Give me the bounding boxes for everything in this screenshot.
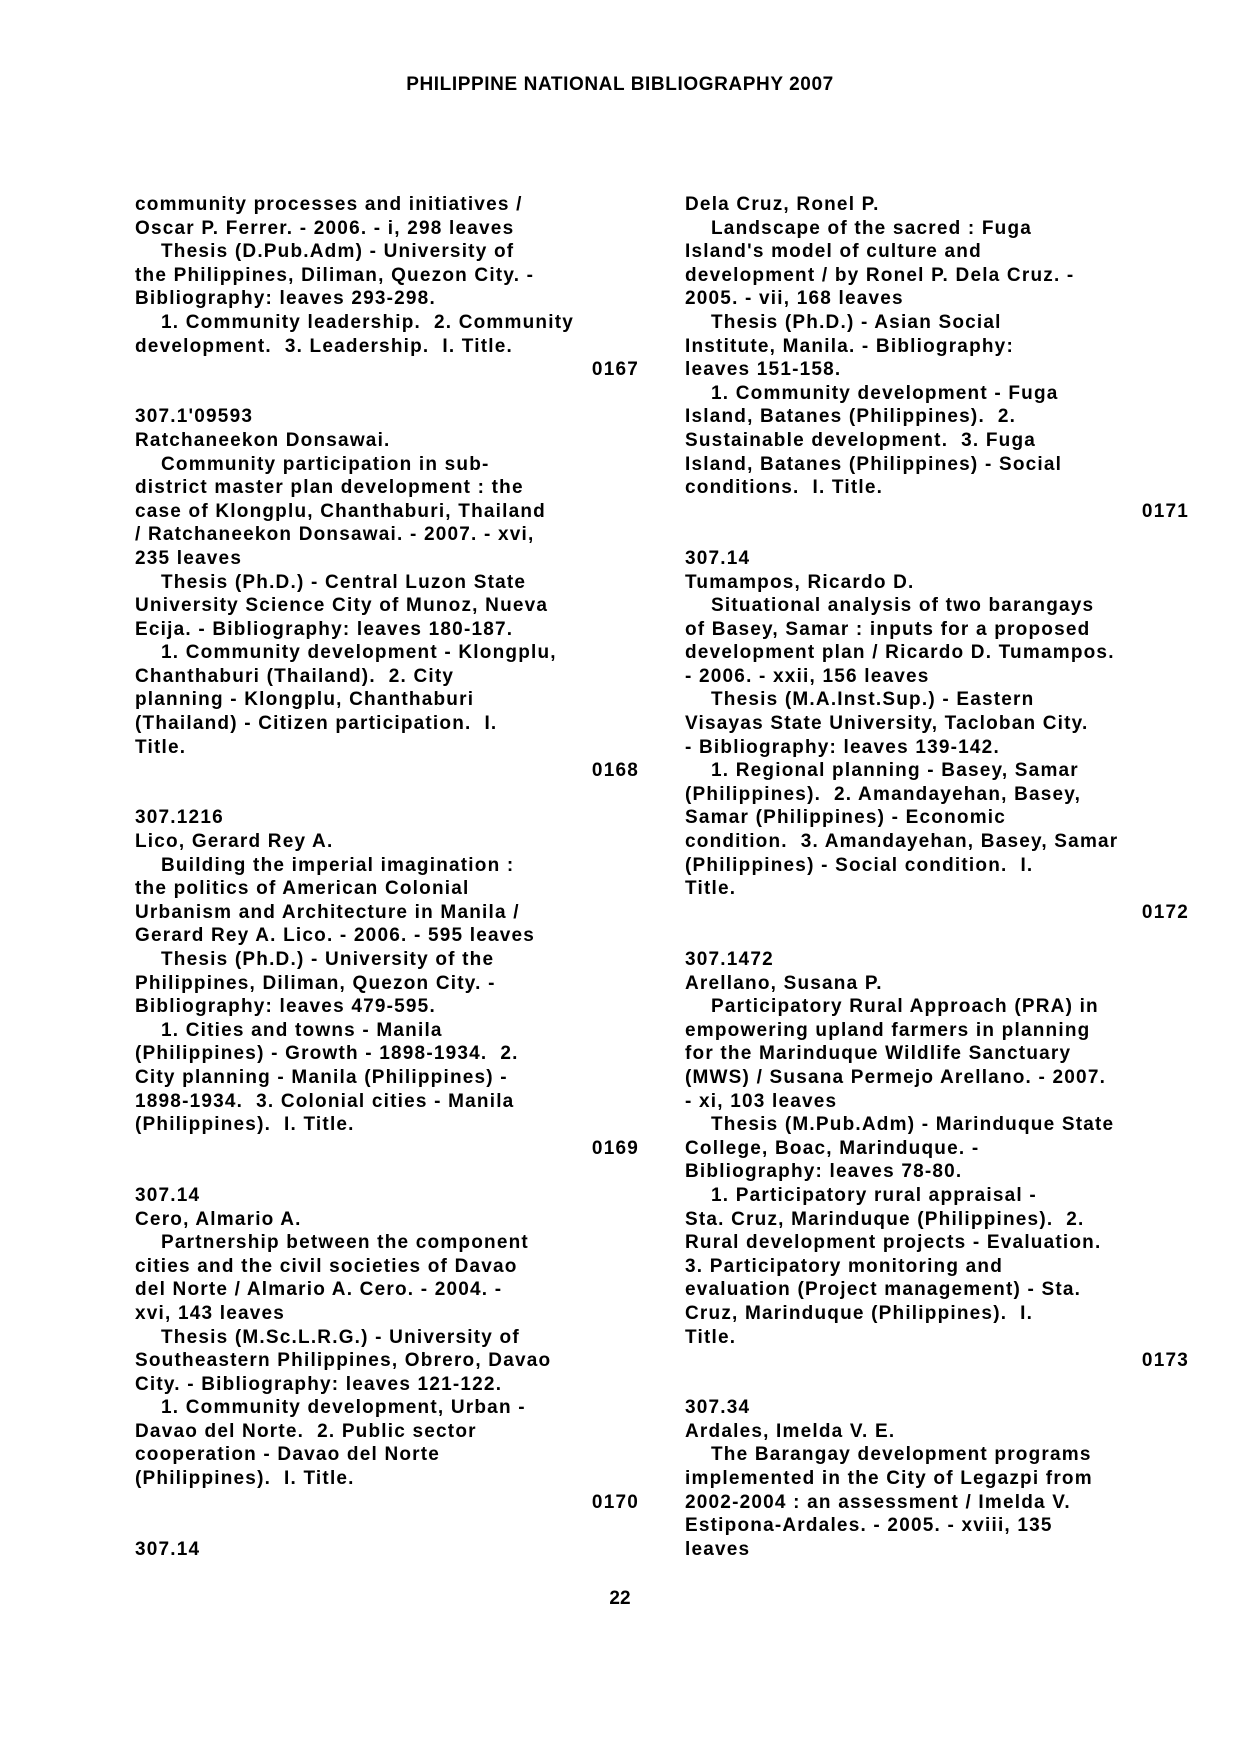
entry-line: Cruz, Marinduque (Philippines). I. [685,1302,1034,1324]
left-column [135,193,639,1561]
entry-line: Arellano, Susana P. [685,972,883,994]
entry-line: Rural development projects - Evaluation. [685,1232,1102,1254]
right-column [685,193,1189,1561]
entry-line: Thesis (Ph.D.) - Central Luzon State [161,571,527,593]
entry-line: (Philippines). 2. Amandayehan, Basey, [685,783,1082,805]
entry-line: evaluation (Project management) - Sta. [685,1279,1082,1301]
entry-line: 2002-2004 : an assessment / Imelda V. [685,1491,1071,1513]
entry-line: (Philippines) - Social condition. I. [685,854,1034,876]
entry-line: condition. 3. Amandayehan, Basey, Samar [685,831,1119,853]
entry-line: - xi, 103 leaves [685,1090,838,1112]
entry-line: cooperation - Davao del Norte [135,1444,441,1466]
entry-line: 307.14 [135,1538,201,1560]
entry-separator [685,523,1189,547]
entry-line: Situational analysis of two barangays [711,595,1095,617]
entry-line: 307.34 [685,1397,751,1419]
entry-line: conditions. I. Title. [685,477,884,499]
entry-line: 307.14 [685,547,751,569]
entry-line: of Basey, Samar : inputs for a proposed [685,618,1091,640]
entry-line: (Philippines). I. Title. [135,1114,355,1136]
entry-separator [135,1514,639,1538]
entry-separator [135,382,639,406]
entry-line: Samar (Philippines) - Economic [685,807,1007,829]
entry-line: Island, Batanes (Philippines). 2. [685,406,1017,428]
entry-line: Thesis (Ph.D.) - Asian Social [711,311,1002,333]
entry-line: Ratchaneekon Donsawai. [135,429,391,451]
entry-line: (Thailand) - Citizen participation. I. [135,713,498,735]
entry-line: 235 leaves [135,547,243,569]
entry-line: district master plan development : the [135,477,524,499]
entry-line: Ardales, Imelda V. E. [685,1420,896,1442]
entry-line: Oscar P. Ferrer. - 2006. - i, 298 leaves [135,217,515,239]
entry-line: cities and the civil societies of Davao [135,1255,518,1277]
entry-line: (Philippines). I. Title. [135,1468,355,1490]
entry-line: Davao del Norte. 2. Public sector [135,1420,477,1442]
entry-line: Thesis (M.Pub.Adm) - Marinduque State [711,1114,1115,1136]
entry-line: Urbanism and Architecture in Manila / [135,901,520,923]
entry-line: Thesis (Ph.D.) - University of the [161,949,495,970]
entry-line: Partnership between the component [161,1232,529,1254]
entry-number: 0169 [591,1137,639,1159]
entry-line: implemented in the City of Legazpi from [685,1468,1093,1490]
entry-number: 0167 [591,359,639,381]
entry-line: 3. Participatory monitoring and [685,1255,1004,1277]
entry-line: Bibliography: leaves 479-595. [135,996,436,1018]
entry-line: 1. Community leadership. 2. Community [161,311,575,333]
entry-line: Title. [685,1326,737,1348]
entry-separator [135,783,639,807]
entry-line: 1. Participatory rural appraisal - [711,1184,1037,1206]
entry-line: Philippines, Diliman, Quezon City. - [135,972,496,994]
page-header: PHILIPPINE NATIONAL BIBLIOGRAPHY 2007 [406,74,834,95]
entry-separator [685,1373,1189,1397]
entry-line: 307.1472 [685,949,774,970]
entry-line: 1. Community development - Fuga [711,382,1059,404]
entry-line: Chanthaburi (Thailand). 2. City [135,665,455,687]
entry-number: 0173 [1141,1350,1189,1372]
entry-line: Island, Batanes (Philippines) - Social [685,453,1063,475]
entry-line: xvi, 143 leaves [135,1302,286,1324]
entry-line: Tumampos, Ricardo D. [685,571,915,593]
entry-line: Sustainable development. 3. Fuga [685,429,1037,451]
entry-line: 1. Community development - Klongplu, [161,642,557,664]
entry-line: Thesis (D.Pub.Adm) - University of [161,241,515,263]
entry-line: development. 3. Leadership. I. Title. [135,335,513,357]
entry-line: - 2006. - xxii, 156 leaves [685,665,930,687]
entry-line: Landscape of the sacred : Fuga [711,217,1033,239]
entry-line: 1898-1934. 3. Colonial cities - Manila [135,1090,515,1112]
entry-line: for the Marinduque Wildlife Sanctuary [685,1043,1072,1065]
entry-line: - Bibliography: leaves 139-142. [685,736,1000,758]
entry-line: Gerard Rey A. Lico. - 2006. - 595 leaves [135,925,536,947]
entry-line: The Barangay development programs [711,1444,1092,1466]
entry-line: 2005. - vii, 168 leaves [685,288,904,310]
entry-line: Dela Cruz, Ronel P. [685,194,880,215]
entry-line: Estipona-Ardales. - 2005. - xviii, 135 [685,1515,1053,1537]
entry-line: Southeastern Philippines, Obrero, Davao [135,1350,552,1372]
entry-line: (Philippines) - Growth - 1898-1934. 2. [135,1043,519,1065]
entry-line: Sta. Cruz, Marinduque (Philippines). 2. [685,1208,1085,1230]
entry-number: 0170 [591,1491,639,1513]
entry-line: Lico, Gerard Rey A. [135,831,334,853]
page-number: 22 [609,1588,631,1609]
entry-line: Bibliography: leaves 293-298. [135,288,436,310]
entry-line: planning - Klongplu, Chanthaburi [135,689,475,711]
entry-line: Cero, Almario A. [135,1208,302,1230]
entry-line: 307.1216 [135,807,224,829]
entry-line: Ecija. - Bibliography: leaves 180-187. [135,618,514,640]
entry-line: Visayas State University, Tacloban City. [685,713,1089,735]
entry-line: the Philippines, Diliman, Quezon City. - [135,264,535,286]
entry-number: 0172 [1141,901,1189,923]
entry-line: case of Klongplu, Chanthaburi, Thailand [135,500,546,522]
entry-line: 307.14 [135,1184,201,1206]
entry-number: 0168 [591,760,639,782]
entry-line: University Science City of Munoz, Nueva [135,595,549,617]
entry-line: Bibliography: leaves 78-80. [685,1161,963,1183]
entry-line: City. - Bibliography: leaves 121-122. [135,1373,503,1395]
entry-line: City planning - Manila (Philippines) - [135,1066,508,1088]
entry-line: (MWS) / Susana Permejo Arellano. - 2007. [685,1066,1107,1088]
entry-line: Institute, Manila. - Bibliography: [685,335,1014,357]
entry-line: the politics of American Colonial [135,878,470,900]
entry-number: 0171 [1141,500,1189,522]
entry-line: leaves [685,1538,751,1560]
entry-line: Thesis (M.A.Inst.Sup.) - Eastern [711,689,1035,711]
entry-line: Title. [685,878,737,900]
entry-separator [685,924,1189,948]
entry-line: 1. Cities and towns - Manila [161,1019,443,1041]
entry-line: community processes and initiatives / [135,194,523,215]
entry-line: Building the imperial imagination : [161,854,515,876]
entry-line: Island's model of culture and [685,241,982,263]
entry-line: 1. Regional planning - Basey, Samar [711,760,1079,782]
entry-line: development / by Ronel P. Dela Cruz. - [685,264,1075,286]
entry-line: del Norte / Almario A. Cero. - 2004. - [135,1279,503,1301]
entry-line: College, Boac, Marinduque. - [685,1137,980,1159]
entry-line: Participatory Rural Approach (PRA) in [711,996,1099,1018]
entry-line: Title. [135,736,187,758]
entry-line: 307.1'09593 [135,406,254,428]
entry-separator [135,1160,639,1184]
entry-line: 1. Community development, Urban - [161,1397,526,1419]
entry-line: Community participation in sub- [161,453,490,475]
entry-line: development plan / Ricardo D. Tumampos. [685,642,1115,664]
entry-line: / Ratchaneekon Donsawai. - 2007. - xvi, [135,524,535,546]
entry-line: empowering upland farmers in planning [685,1019,1091,1041]
entry-line: leaves 151-158. [685,359,842,381]
entry-line: Thesis (M.Sc.L.R.G.) - University of [161,1326,520,1348]
